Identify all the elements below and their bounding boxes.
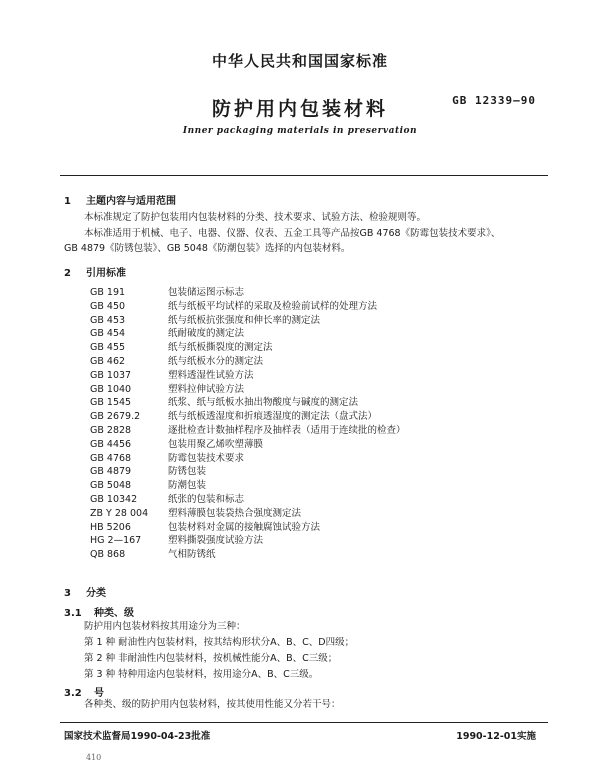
section-1-para-2-line-1: 本标准适用于机械、电子、电器、仪器、仪表、五金工具等产品按GB 4768《防霉包装技术要求》、 xyxy=(84,228,501,239)
reference-item xyxy=(90,505,301,519)
country-standard-heading: 中华人民共和国国家标准 xyxy=(211,52,388,70)
subsection-3-1-intro: 防护用内包装材料按其用途分为三种： xyxy=(84,621,246,632)
reference-name: 纸与纸板透湿度和折痕透湿度的测定法（盘式法） xyxy=(168,411,378,423)
section-1-heading xyxy=(64,192,176,207)
reference-code: GB 453 xyxy=(90,314,126,326)
reference-code: GB 2828 xyxy=(90,425,132,436)
reference-name: 逐批检查计数抽样程序及抽样表（适用于连续批的检查） xyxy=(168,425,406,436)
reference-item xyxy=(90,463,206,477)
standard-title-cn: 防护用内包装材料 xyxy=(211,98,388,120)
reference-code: GB 4456 xyxy=(90,438,132,450)
reference-code: GB 450 xyxy=(90,300,126,312)
reference-item xyxy=(90,312,320,326)
reference-name: 防潮包装 xyxy=(168,480,207,492)
section-3-title: 分类 xyxy=(86,588,106,599)
reference-name: 包装储运图示标志 xyxy=(168,287,245,298)
section-1-para-1: 本标准规定了防护包装用内包装材料的分类、技术要求、试验方法、检验规则等。 xyxy=(84,212,427,223)
reference-code: GB 4768 xyxy=(90,452,132,464)
reference-name: 塑料撕裂强度试验方法 xyxy=(168,535,264,547)
effective-date: 1990-12-01实施 xyxy=(456,731,536,742)
reference-name: 塑料薄膜包装袋热合强度测定法 xyxy=(168,507,302,519)
reference-code: GB 10342 xyxy=(90,494,138,505)
reference-item xyxy=(90,339,273,353)
reference-name: 气相防锈纸 xyxy=(168,549,216,561)
reference-name: 纸与纸板水分的测定法 xyxy=(168,356,264,367)
page-number: 410 xyxy=(86,753,102,762)
reference-item xyxy=(90,325,244,339)
reference-name: 纸与纸板撕裂度的测定法 xyxy=(168,342,273,354)
standard-title-en: Inner packaging materials in preservation xyxy=(182,126,418,136)
reference-name: 防锈包装 xyxy=(168,466,207,478)
section-1-number: 1 xyxy=(64,196,71,207)
reference-name: 包装用聚乙烯吹塑薄膜 xyxy=(168,438,264,450)
reference-code: GB 191 xyxy=(90,287,126,298)
reference-name: 塑料拉伸试验方法 xyxy=(168,383,245,395)
reference-item xyxy=(90,394,358,408)
reference-name: 纸张的包装和标志 xyxy=(168,494,245,505)
reference-item xyxy=(90,367,254,381)
reference-code: GB 1037 xyxy=(90,369,132,381)
section-1-title: 主题内容与适用范围 xyxy=(86,196,176,207)
reference-code: QB 868 xyxy=(90,549,126,561)
reference-code: GB 462 xyxy=(90,356,126,367)
kind-1: 第 1 种 耐油性内包装材料，按其结构形状分A、B、C、D四级； xyxy=(84,637,355,648)
reference-code: GB 1040 xyxy=(90,383,132,395)
reference-item xyxy=(90,450,244,464)
section-3-heading xyxy=(64,584,106,599)
reference-item xyxy=(90,546,216,560)
reference-name: 纸与纸板抗张强度和伸长率的测定法 xyxy=(168,314,321,326)
subsection-3-2-number: 3.2 xyxy=(64,688,82,699)
subsection-3-1-heading xyxy=(64,604,134,619)
reference-code: GB 5048 xyxy=(90,480,132,492)
section-2-number: 2 xyxy=(64,268,71,279)
section-2-heading xyxy=(64,264,126,279)
kind-2: 第 2 种 非耐油性内包装材料，按机械性能分A、B、C三级； xyxy=(84,653,338,664)
section-2-title: 引用标准 xyxy=(86,268,126,279)
reference-code: HB 5206 xyxy=(90,521,131,533)
subsection-3-2-heading xyxy=(64,684,104,699)
header-divider xyxy=(60,175,548,176)
reference-item xyxy=(90,519,320,533)
subsection-3-2-text: 各种类、级的防护用内包装材料，按其使用性能又分若干号： xyxy=(84,699,341,710)
reference-item xyxy=(90,491,244,505)
reference-item xyxy=(90,532,263,546)
reference-code: GB 4879 xyxy=(90,466,132,478)
kind-3: 第 3 种 特种用途内包装材料，按用途分A、B、C三级。 xyxy=(84,669,319,680)
approval-note: 国家技术监督局1990-04-23批准 xyxy=(64,731,211,742)
reference-item xyxy=(90,353,263,367)
reference-item xyxy=(90,436,263,450)
reference-code: GB 455 xyxy=(90,342,126,354)
reference-code: HG 2—167 xyxy=(90,535,142,547)
reference-name: 塑料透湿性试验方法 xyxy=(168,369,254,381)
subsection-3-1-number: 3.1 xyxy=(64,608,82,619)
reference-item xyxy=(90,422,406,436)
reference-name: 纸与纸板平均试样的采取及检验前试样的处理方法 xyxy=(168,300,378,312)
section-3-number: 3 xyxy=(64,588,71,599)
reference-item xyxy=(90,477,206,491)
reference-name: 纸耐破度的测定法 xyxy=(168,328,245,340)
reference-item xyxy=(90,381,244,395)
reference-item xyxy=(90,284,244,298)
section-1-para-2-line-2: GB 4879《防锈包装》、GB 5048《防潮包装》选择的内包装材料。 xyxy=(64,243,351,254)
reference-code: GB 1545 xyxy=(90,397,132,409)
reference-item xyxy=(90,408,377,422)
subsection-3-1-title: 种类、级 xyxy=(94,608,134,619)
reference-item xyxy=(90,298,377,312)
reference-name: 包装材料对金属的接触腐蚀试验方法 xyxy=(168,521,321,533)
reference-name: 防霉包装技术要求 xyxy=(168,452,245,464)
subsection-3-2-title: 号 xyxy=(94,688,104,699)
reference-code: ZB Y 28 004 xyxy=(90,507,149,519)
reference-code: GB 2679.2 xyxy=(90,411,141,423)
reference-name: 纸浆、纸与纸板水抽出物酸度与碱度的测定法 xyxy=(168,397,359,409)
footer-divider xyxy=(60,722,548,723)
standard-code: GB 12339—90 xyxy=(452,94,536,107)
reference-code: GB 454 xyxy=(90,328,126,340)
